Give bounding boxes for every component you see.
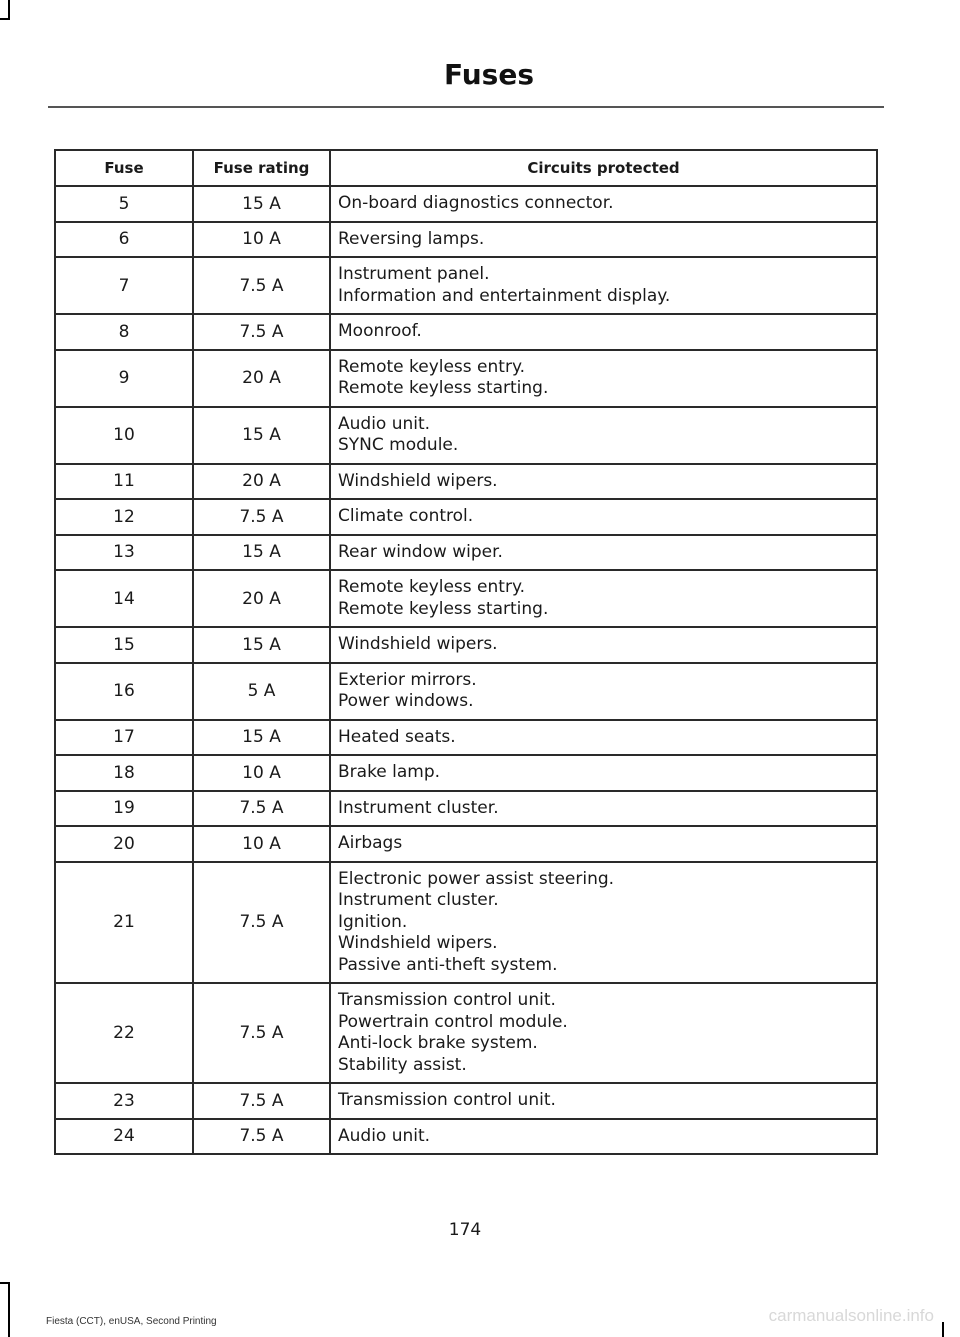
circuits-protected	[330, 663, 877, 720]
circuit-item: Brake lamp.	[338, 762, 441, 782]
circuits-protected	[330, 755, 877, 791]
fuse-rating: 15 A	[193, 627, 330, 663]
page-number: 174	[448, 1220, 482, 1240]
circuits-protected	[330, 350, 877, 407]
table-body	[55, 186, 877, 1154]
fuse-number: 10	[55, 407, 193, 464]
fuse-rating: 20 A	[193, 464, 330, 500]
table-row	[55, 826, 877, 862]
circuits-protected	[330, 627, 877, 663]
fuse-number: 18	[55, 755, 193, 791]
fuse-number: 7	[55, 257, 193, 314]
circuits-protected	[330, 464, 877, 500]
fuse-rating: 15 A	[193, 407, 330, 464]
circuits-protected	[330, 314, 877, 350]
fuse-rating: 10 A	[193, 826, 330, 862]
circuits-protected	[330, 720, 877, 756]
circuits-protected	[330, 407, 877, 464]
footer-edition: Fiesta (CCT), enUSA, Second Printing	[46, 1316, 217, 1327]
table-row	[55, 350, 877, 407]
circuits-protected	[330, 535, 877, 571]
circuit-item: Instrument cluster.	[338, 890, 499, 910]
fuse-rating: 7.5 A	[193, 257, 330, 314]
table-row	[55, 499, 877, 535]
fuse-rating: 7.5 A	[193, 499, 330, 535]
fuse-rating: 7.5 A	[193, 983, 330, 1083]
circuit-item: Remote keyless entry.	[338, 356, 525, 377]
circuit-item: Moonroof.	[338, 321, 422, 341]
table-row	[55, 755, 877, 791]
circuits-protected	[330, 983, 877, 1083]
fuse-number: 19	[55, 791, 193, 827]
circuit-item: Windshield wipers.	[338, 634, 498, 654]
crop-mark-top-left-v	[8, 0, 10, 20]
column-header-circuits-protected: Circuits protected	[330, 150, 877, 186]
circuit-item: Remote keyless entry.	[338, 577, 525, 597]
circuit-item: Rear window wiper.	[338, 541, 503, 562]
fuse-rating: 10 A	[193, 222, 330, 258]
table-row	[55, 257, 877, 314]
circuit-item: On-board diagnostics connector.	[338, 193, 614, 213]
fuse-rating: 20 A	[193, 350, 330, 407]
circuit-item: Anti-lock brake system.	[338, 1033, 538, 1053]
circuit-item: Stability assist.	[338, 1054, 467, 1075]
circuits-protected	[330, 1119, 877, 1155]
table-row	[55, 791, 877, 827]
table-row	[55, 186, 877, 222]
table-row	[55, 983, 877, 1083]
table-row	[55, 535, 877, 571]
fuse-number: 17	[55, 720, 193, 756]
fuse-rating: 15 A	[193, 720, 330, 756]
fuse-rating: 15 A	[193, 186, 330, 222]
table-row	[55, 222, 877, 258]
fuse-rating: 10 A	[193, 755, 330, 791]
fuse-number: 20	[55, 826, 193, 862]
fuse-rating: 7.5 A	[193, 791, 330, 827]
crop-mark-top-left-h	[0, 18, 10, 20]
table-row	[55, 1119, 877, 1155]
fuse-number: 8	[55, 314, 193, 350]
circuit-item: Heated seats.	[338, 726, 456, 747]
circuit-item: Information and entertainment display.	[338, 285, 671, 306]
circuits-protected	[330, 222, 877, 258]
circuit-item: Instrument panel.	[338, 264, 490, 284]
fuse-rating: 7.5 A	[193, 314, 330, 350]
crop-mark-bottom-right-v	[942, 1322, 944, 1337]
circuit-item: Remote keyless starting.	[338, 378, 549, 398]
circuits-protected	[330, 257, 877, 314]
fuse-rating: 15 A	[193, 535, 330, 571]
table-row	[55, 663, 877, 720]
table-row	[55, 720, 877, 756]
header-divider	[48, 106, 884, 108]
circuit-item: Airbags	[338, 833, 403, 853]
crop-mark-bottom-left-h	[0, 1282, 10, 1284]
fuse-rating: 7.5 A	[193, 862, 330, 984]
fuse-number: 15	[55, 627, 193, 663]
circuit-item: Powertrain control module.	[338, 1011, 568, 1032]
fuse-number: 5	[55, 186, 193, 222]
crop-mark-bottom-left-v	[8, 1282, 10, 1337]
fuse-rating: 7.5 A	[193, 1083, 330, 1119]
circuit-item: Windshield wipers.	[338, 470, 498, 491]
page-title	[0, 58, 934, 91]
watermark: carmanualsonline.info	[768, 1306, 934, 1325]
table-row	[55, 464, 877, 500]
circuits-protected	[330, 791, 877, 827]
circuit-item: Audio unit.	[338, 413, 431, 434]
circuit-item: Power windows.	[338, 691, 474, 711]
fuse-number: 14	[55, 570, 193, 627]
fuse-number: 16	[55, 663, 193, 720]
fuse-number: 21	[55, 862, 193, 984]
circuits-protected	[330, 862, 877, 984]
table-row	[55, 314, 877, 350]
circuits-protected	[330, 570, 877, 627]
circuits-protected	[330, 1083, 877, 1119]
fuse-rating: 7.5 A	[193, 1119, 330, 1155]
fuse-rating: 5 A	[193, 663, 330, 720]
circuit-item: Exterior mirrors.	[338, 669, 477, 690]
table-row	[55, 570, 877, 627]
circuit-item: Audio unit.	[338, 1125, 431, 1146]
table-header-row	[55, 150, 877, 186]
circuit-item: Ignition.	[338, 911, 408, 932]
fuse-number: 12	[55, 499, 193, 535]
circuits-protected	[330, 186, 877, 222]
fuse-number: 22	[55, 983, 193, 1083]
page-title-text: Fuses	[444, 58, 534, 91]
circuit-item: SYNC module.	[338, 435, 459, 455]
fuse-number: 9	[55, 350, 193, 407]
circuit-item: Remote keyless starting.	[338, 598, 549, 619]
circuit-item: Windshield wipers.	[338, 933, 498, 953]
fuse-number: 23	[55, 1083, 193, 1119]
circuit-item: Passive anti-theft system.	[338, 954, 558, 975]
circuit-item: Transmission control unit.	[338, 1090, 556, 1110]
fuse-number: 13	[55, 535, 193, 571]
circuit-item: Instrument cluster.	[338, 797, 499, 818]
circuit-item: Reversing lamps.	[338, 228, 485, 249]
table-row	[55, 627, 877, 663]
circuits-protected	[330, 826, 877, 862]
fuse-table	[54, 149, 878, 1155]
circuit-item: Climate control.	[338, 506, 474, 526]
circuit-item: Electronic power assist steering.	[338, 868, 615, 889]
table-row	[55, 862, 877, 984]
circuits-protected	[330, 499, 877, 535]
column-header-fuse: Fuse	[55, 150, 193, 186]
column-header-fuse-rating: Fuse rating	[193, 150, 330, 186]
fuse-number: 6	[55, 222, 193, 258]
table-row	[55, 1083, 877, 1119]
table-row	[55, 407, 877, 464]
circuit-item: Transmission control unit.	[338, 990, 556, 1010]
fuse-number: 24	[55, 1119, 193, 1155]
fuse-rating: 20 A	[193, 570, 330, 627]
fuse-number: 11	[55, 464, 193, 500]
